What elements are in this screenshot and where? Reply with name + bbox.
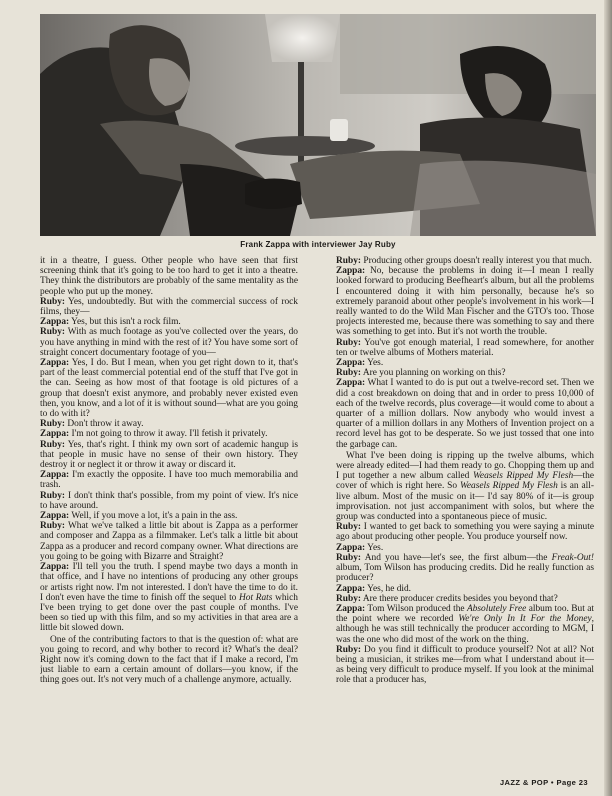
paragraph-text: it in a theatre, I guess. Other people who have seen that first screening think that it's going to be too hard to get it into a theatre. They think the distributors are probably of the same mentality as the people who put up the money. (40, 256, 298, 297)
dialogue-paragraph (40, 317, 298, 327)
italic-title: Freak-Out! (551, 552, 594, 563)
speaker-name: Zappa: (40, 429, 70, 440)
paragraph-text: —the cover of which is right here. So (336, 471, 594, 492)
italic-title: Weasels Ripped My Flesh (472, 471, 574, 482)
text-paragraph (40, 635, 298, 686)
dialogue-paragraph (40, 521, 298, 562)
speaker-name: Ruby: (40, 327, 66, 338)
paragraph-text: Tom Wilson produced the (365, 603, 467, 614)
speaker-name: Zappa: (336, 583, 366, 594)
italic-title: We're Only In It For the Money (458, 614, 592, 625)
dialogue-paragraph (40, 358, 298, 419)
paragraph-text: is an all-live album. Most of the music on it— I'd say 80% of it—is group improvisation. not just accompaniment with solos, but where the group was conducted into a spontaneous piece of music. (336, 481, 594, 523)
dialogue-paragraph (40, 429, 298, 439)
speaker-name: Ruby: (40, 439, 66, 450)
paragraph-text: , although he was still technically the producer according to MGM, I was the one who did most of the work on the thing. (336, 614, 594, 645)
paragraph-text: What I've been doing is ripping up the twelve albums, which were already edited—I had them ready to go. Chopping them up and I put together a new album called (336, 450, 594, 482)
dialogue-paragraph (336, 368, 594, 378)
speaker-name: Ruby: (336, 552, 362, 563)
paragraph-text: album, Tom Wilson has producing credits. Did he really function as producer? (336, 563, 594, 584)
paragraph-text: With as much footage as you've collected over the years, do you have anything in mind with the rest of it? You have some sort of straight concert documentary footage of you— (40, 327, 298, 358)
dialogue-paragraph (336, 256, 594, 266)
speaker-name: Zappa: (336, 603, 366, 614)
speaker-name: Zappa: (336, 542, 366, 553)
paragraph-text: which I've been trying to get done over the past couple of months. I've been so tied up with this film, and so my activities in that area are a little bit slowed down. (40, 592, 298, 634)
right-column (336, 256, 594, 774)
paragraph-text: Well, if you move a lot, it's a pain in the ass. (69, 511, 238, 522)
dialogue-paragraph (336, 604, 594, 645)
page-footer: JAZZ & POP • Page 23 (499, 778, 588, 787)
paragraph-text: Are there producer credits besides you beyond that? (361, 593, 558, 604)
speaker-name: Zappa: (336, 358, 366, 369)
speaker-name: Zappa: (336, 266, 366, 277)
page-edge (604, 0, 612, 796)
speaker-name: Ruby: (336, 256, 362, 266)
dialogue-paragraph (336, 553, 594, 584)
italic-title: Weasels Ripped My Flesh (459, 481, 558, 492)
speaker-name: Zappa: (40, 562, 70, 573)
paragraph-text: What we've talked a little bit about is Zappa as a performer and composer and Zappa as a filmmaker. Let's talk a little bit about Zappa as a producer and record company owner. What directions are you going to be going with Bizarre and Straight? (40, 521, 298, 562)
dialogue-paragraph (40, 491, 298, 511)
dialogue-paragraph (336, 543, 594, 553)
left-column (40, 256, 298, 774)
speaker-name: Ruby: (40, 419, 66, 430)
speaker-name: Ruby: (40, 296, 66, 307)
dialogue-paragraph (40, 297, 298, 317)
dialogue-paragraph (336, 584, 594, 594)
dialogue-paragraph (336, 594, 594, 604)
paragraph-text: Do you find it difficult to produce yourself? Not at all? Not being a musician, it strikes me—from what I understand about it—as being very difficult to produce myself. If you look at the minimal role that a producer has, (336, 644, 594, 686)
speaker-name: Zappa: (40, 470, 70, 481)
speaker-name: Ruby: (336, 368, 362, 379)
paragraph-text: I don't think that's possible, from my point of view. It's nice to have around. (40, 490, 298, 511)
interview-photo (40, 14, 596, 236)
paragraph-text: album too. But at the point where we recorded (336, 603, 594, 625)
paragraph-text: What I wanted to do is put out a twelve-record set. Then we did a cost breakdown on doing that and in order to press 10,000 of each of the twelve records, plus coverage—it would come to about a quarter of a million dollars. Now anybody who would invest a quarter of a million dollars in any Mothers of Invention project on a record level has got to be desperate. So we just tossed that one into the garbage can. (336, 378, 594, 450)
dialogue-paragraph (336, 378, 594, 449)
speaker-name: Zappa: (336, 378, 366, 389)
paragraph-text: Are you planning on working on this? (361, 368, 506, 379)
dialogue-paragraph (40, 440, 298, 471)
dialogue-paragraph (336, 338, 594, 358)
speaker-name: Ruby: (336, 644, 362, 655)
dialogue-paragraph (336, 522, 594, 542)
paragraph-text: Yes, that's right. I think my own sort of academic hangup is that people in music have no sense of their own history. They destroy it or neglect it or throw it away or discard it. (40, 439, 298, 471)
paragraph-text: Yes, I do. But I mean, when you get right down to it, that's part of the least commercial potential end of the stuff that I've got in the can. Seeing as how most of that footage is old pictures of a group that doesn't exist anymore, and probably never existed even then, you know, and a lot of it is without sound—what are you going to do with it? (40, 358, 298, 420)
dialogue-paragraph (40, 470, 298, 490)
dialogue-paragraph (40, 511, 298, 521)
dialogue-paragraph (40, 327, 298, 358)
paragraph-text: I'll tell you the truth. I spend maybe two days a month in that office, and I have no intentions of producing any other groups or artists right now. I'm not interested. I don't have the time to do it. I don't even have the time to finish off the sequel to (40, 562, 298, 603)
paragraph-text: Producing other groups doesn't really interest you that much. (361, 256, 592, 266)
text-paragraph (336, 451, 594, 522)
speaker-name: Zappa: (40, 511, 70, 522)
paragraph-text: And you have—let's see, the first album—the (361, 552, 552, 563)
paragraph-text: Yes, but this isn't a rock film. (69, 317, 181, 328)
paragraph-text: You've got enough material, I read somewhere, for another ten or twelve albums of Mothers material. (336, 337, 594, 358)
photo-caption: Frank Zappa with interviewer Jay Ruby (240, 240, 396, 249)
paragraph-text: Yes, undoubtedly. But with the commercial success of rock films, they— (40, 296, 298, 318)
paragraph-text: Don't throw it away. (65, 419, 144, 430)
italic-title: Absolutely Free (466, 603, 527, 614)
speaker-name: Zappa: (40, 317, 70, 328)
italic-title: Hot Rats (239, 592, 273, 603)
paragraph-text: Yes, he did. (365, 583, 412, 594)
paragraph-text: One of the contributing factors to that is the question of: what are you going to record, and why bother to record it? What's the deal? Right now it's coming down to the fact that if I make a record, I'm just liable to earn a certain amount of dollars—you know, if the thing goes out. It's not very much of a challenge anymore, actually. (40, 634, 298, 686)
speaker-name: Ruby: (336, 593, 362, 604)
paragraph-text: Yes. (365, 542, 384, 553)
speaker-name: Ruby: (40, 521, 66, 532)
paragraph-text: No, because the problems in doing it—I mean I really looked forward to producing Beefheart's album, but all the problems I encountered doing it with him personally, because he's so extremely paranoid about other people's involvement in his work—I really wanted to do the Wild Man Fischer and the GTO's too. Those projects interested me, because there was something to say and there was something to get into. But it's not worth the trouble. (336, 266, 594, 338)
dialogue-paragraph (40, 419, 298, 429)
paragraph-text: I'm not going to throw it away. I'll fetish it privately. (69, 429, 268, 440)
dialogue-paragraph (336, 266, 594, 337)
dialogue-paragraph (336, 645, 594, 686)
dialogue-paragraph (336, 358, 594, 368)
paragraph-text: Yes. (365, 358, 384, 369)
text-paragraph (40, 256, 298, 297)
speaker-name: Zappa: (40, 358, 70, 369)
speaker-name: Ruby: (40, 490, 66, 501)
speaker-name: Ruby: (336, 522, 362, 533)
paragraph-text: I'm exactly the opposite. I have too much memorabilia and trash. (40, 470, 298, 491)
speaker-name: Ruby: (336, 337, 362, 348)
dialogue-paragraph (40, 562, 298, 633)
paragraph-text: I wanted to get back to something you were saying a minute ago about producing other people. You produce yourself now. (336, 522, 594, 543)
